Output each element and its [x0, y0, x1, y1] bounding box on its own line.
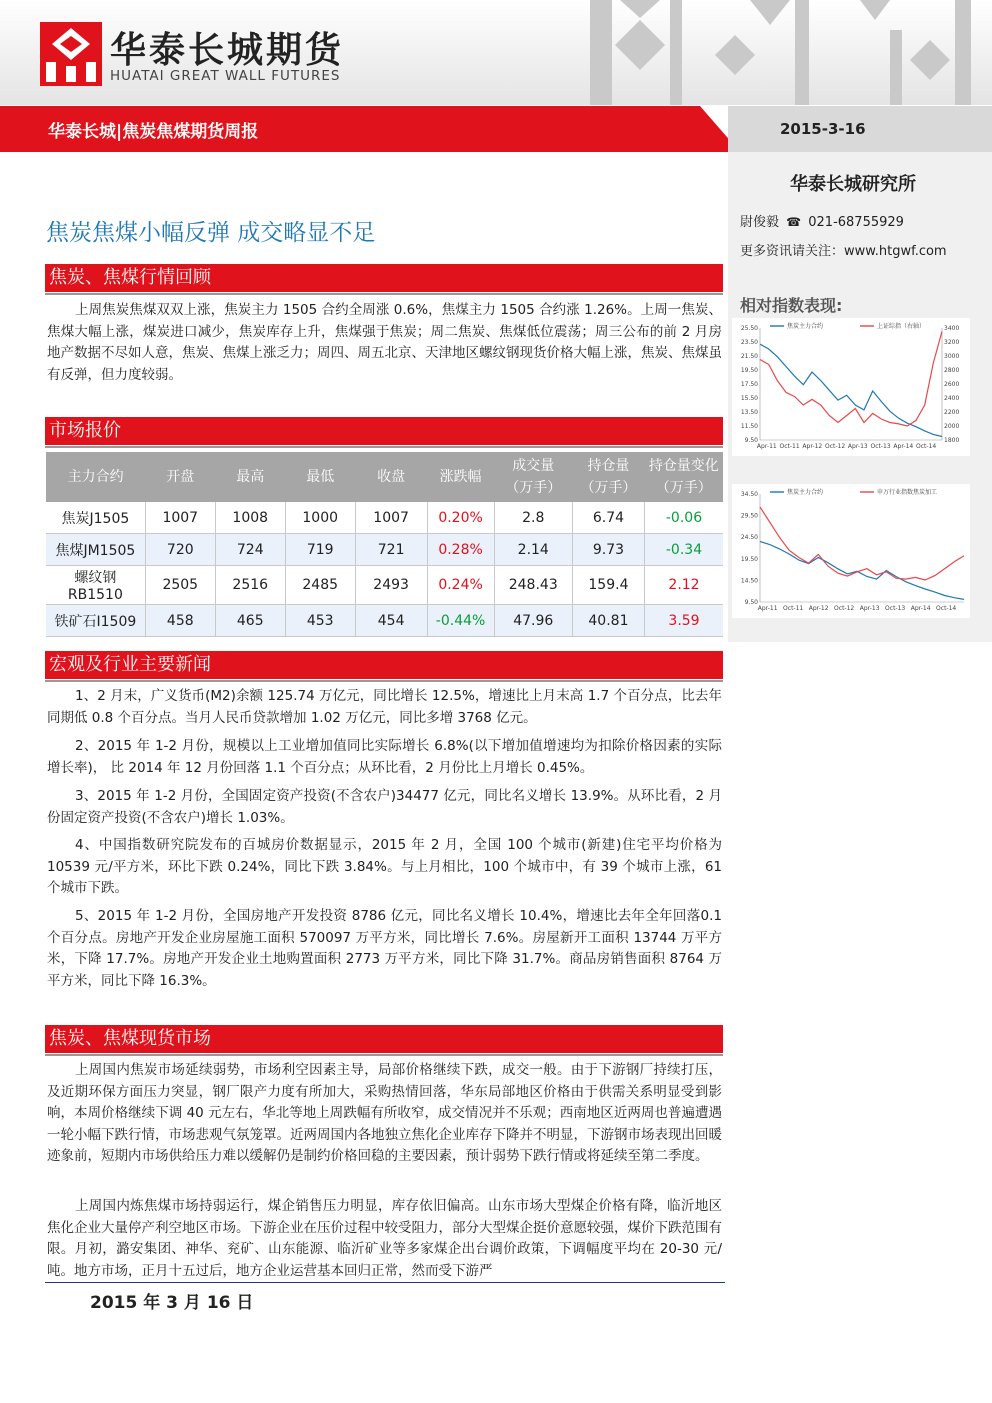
- brand-name-english: HUATAI GREAT WALL FUTURES: [110, 68, 341, 84]
- y-right-tick-label: 2000: [944, 423, 960, 430]
- footer-divider: [45, 1282, 725, 1283]
- col-header: 最高: [215, 452, 285, 502]
- open-price: 2505: [145, 566, 215, 605]
- quotes-table-wrapper: [46, 452, 723, 637]
- volume: 2.14: [494, 534, 572, 566]
- y-right-tick-label: 3400: [944, 325, 960, 332]
- y-right-tick-label: 3000: [944, 353, 960, 360]
- x-tick-label: Apr-11: [757, 605, 778, 612]
- x-tick-label: Oct-12: [834, 605, 855, 612]
- col-header: [494, 452, 572, 502]
- y-right-tick-label: 2200: [944, 409, 960, 416]
- section-header-news: [45, 651, 723, 679]
- x-tick-label: Apr-12: [802, 443, 823, 450]
- x-tick-label: Apr-11: [756, 443, 777, 450]
- table-row: [46, 566, 723, 605]
- col-header: [645, 452, 724, 502]
- huatai-logo-icon: [40, 22, 102, 86]
- x-tick-label: Oct-11: [779, 443, 800, 450]
- table-row: [46, 534, 723, 566]
- col-header-unit: （万手）: [580, 480, 637, 496]
- section-header-review: [45, 264, 723, 292]
- y-tick-label: 19.50: [740, 555, 758, 563]
- legend-label: 焦炭主力合约: [787, 323, 824, 330]
- col-header: 主力合约: [46, 452, 145, 502]
- y-tick-label: 15.50: [740, 395, 758, 402]
- y-tick-label: 29.50: [740, 512, 758, 520]
- contract-name: 焦炭J1505: [46, 502, 145, 534]
- open-interest: 40.81: [572, 605, 644, 637]
- open-interest: 6.74: [572, 502, 644, 534]
- col-header: 开盘: [145, 452, 215, 502]
- close-price: 454: [355, 605, 427, 637]
- review-paragraph: 上周焦炭焦煤双双上涨，焦炭主力 1505 合约全周涨 0.6%，焦煤主力 1505 合约涨 1.26%。上周一焦炭、焦煤大幅上涨，煤炭进口减少，焦炭库存上升，焦煤强于焦炭；周二焦炭、焦煤低位震荡；周三公布的前 2 月房地产数据不尽如人意，焦炭、焦煤上涨乏力；周四、周五北京、天津地区螺纹钢现货价格大幅上涨，焦炭、焦煤虽有反弹，但力度较弱。: [47, 302, 722, 383]
- section-title: 焦炭、焦煤行情回顾: [49, 267, 211, 288]
- close-price: 2493: [355, 566, 427, 605]
- oi-change: 3.59: [645, 605, 724, 637]
- close-price: 1007: [355, 502, 427, 534]
- series-line: [760, 344, 942, 436]
- x-tick-label: Oct-14: [936, 605, 957, 612]
- y-right-tick-label: 2800: [944, 367, 960, 374]
- table-row: [46, 502, 723, 534]
- section-title: 市场报价: [49, 420, 121, 441]
- col-header-line: 持仓量变化: [648, 458, 719, 474]
- table-header-row: [46, 452, 723, 502]
- institute-name: 华泰长城研究所: [790, 174, 916, 195]
- close-price: 721: [355, 534, 427, 566]
- y-tick-label: 9.50: [744, 599, 758, 606]
- x-tick-label: Apr-14: [893, 443, 914, 450]
- y-tick-label: 17.50: [740, 381, 758, 388]
- volume: 248.43: [494, 566, 572, 605]
- oi-change: 2.12: [645, 566, 724, 605]
- analyst-name: 尉俊毅: [740, 215, 780, 230]
- col-header: [572, 452, 644, 502]
- footer-date: 2015 年 3 月 16 日: [90, 1293, 254, 1313]
- analyst-phone: 021-68755929: [808, 215, 904, 230]
- section-title: 焦炭、焦煤现货市场: [49, 1028, 211, 1049]
- y-tick-label: 21.50: [740, 353, 758, 360]
- open-interest: 159.4: [572, 566, 644, 605]
- series-line: [760, 507, 964, 580]
- analyst-contact: [740, 211, 904, 230]
- high-price: 724: [215, 534, 285, 566]
- volume: 47.96: [494, 605, 572, 637]
- x-tick-label: Oct-13: [870, 443, 891, 450]
- col-header-line: 持仓量: [587, 458, 630, 474]
- legend-label: 申万行业指数焦炭加工: [877, 489, 938, 496]
- section-header-quotes: [45, 417, 723, 445]
- y-tick-label: 24.50: [740, 534, 758, 542]
- open-interest: 9.73: [572, 534, 644, 566]
- more-info-line: [740, 240, 947, 259]
- spot-paragraph-2: 上周国内炼焦煤市场持弱运行，煤企销售压力明显，库存依旧偏高。山东市场大型煤企价格有降，临沂地区焦化企业大量停产利空地区市场。下游企业在压价过程中较受阻力，部分大型煤企挺价意愿较强，煤价下跌范围有限。月初，潞安集团、神华、兖矿、山东能源、临沂矿业等多家煤企出台调价政策，下调幅度平均在 20-30 元/吨。地方市场，正月十五过后，地方企业运营基本回归正常，然而受下游严: [47, 1198, 722, 1279]
- x-tick-label: Oct-14: [915, 443, 937, 450]
- y-tick-label: 11.50: [740, 423, 758, 430]
- contract-name: 焦煤JM1505: [46, 534, 145, 566]
- section-header-spot: [45, 1025, 723, 1053]
- change-pct: 0.28%: [427, 534, 494, 566]
- table-row: [46, 605, 723, 637]
- high-price: 465: [215, 605, 285, 637]
- x-tick-label: Oct-11: [783, 605, 804, 612]
- x-tick-label: Apr-14: [910, 605, 931, 612]
- low-price: 1000: [285, 502, 355, 534]
- news-item-2: 2、2015 年 1-2 月份，规模以上工业增加值同比实际增长 6.8%(以下增加值增速均为扣除价格因素的实际增长率)， 比 2014 年 12 月份回落 1.1 个百分点；从环比看，2 月份比上月增长 0.45%。: [47, 738, 722, 776]
- contract-name: 螺纹钢RB1510: [46, 566, 145, 605]
- col-header-unit: （万手）: [505, 480, 562, 496]
- main-headline: 焦炭焦煤小幅反弹 成交略显不足: [46, 220, 376, 246]
- legend-label: 上证综指（右轴）: [877, 323, 926, 330]
- news-item-1: 1、2 月末，广义货币(M2)余额 125.74 万亿元，同比增长 12.5%，增速比上月末高 1.7 个百分点，比去年同期低 0.8 个百分点。当月人民币贷款增加 1.02 万亿元，同比多增 3768 亿元。: [47, 688, 722, 726]
- report-series-title: 华泰长城|焦炭焦煤期货周报: [48, 122, 259, 142]
- series-line: [760, 332, 942, 427]
- x-tick-label: Oct-13: [885, 605, 906, 612]
- oi-change: -0.34: [645, 534, 724, 566]
- low-price: 719: [285, 534, 355, 566]
- coke-vs-coking-index-chart: [732, 484, 970, 618]
- change-pct: 0.20%: [427, 502, 494, 534]
- legend-label: 焦炭主力合约: [787, 489, 824, 496]
- y-tick-label: 9.50: [744, 437, 758, 444]
- x-tick-label: Oct-12: [824, 443, 846, 450]
- y-tick-label: 19.50: [740, 367, 758, 374]
- contract-name: 铁矿石I1509: [46, 605, 145, 637]
- y-tick-label: 23.50: [740, 339, 758, 346]
- col-header-line: 成交量: [512, 458, 555, 474]
- quotes-table: [46, 452, 723, 637]
- change-pct: 0.24%: [427, 566, 494, 605]
- col-header: 收盘: [355, 452, 427, 502]
- y-right-tick-label: 3200: [944, 339, 960, 346]
- low-price: 453: [285, 605, 355, 637]
- relative-index-title: 相对指数表现:: [740, 296, 843, 315]
- col-header-unit: （万手）: [655, 480, 712, 496]
- volume: 2.8: [494, 502, 572, 534]
- col-header: 涨跌幅: [427, 452, 494, 502]
- spot-paragraph-1: 上周国内焦炭市场延续弱势，市场利空因素主导，局部价格继续下跌，成交一般。由于下游钢厂持续打压，及近期环保方面压力突显，钢厂限产力度有所加大，采购热情回落，华东局部地区价格由于供需关系明显受到影响，本周价格继续下调 40 元左右，华北等地上周跌幅有所收窄，成交情况并不乐观；西南地区近两周也普遍遭遇一轮小幅下跌行情，市场悲观气氛笼罩。近两周国内各地独立焦化企业库存下降并不明显，下游钢市场表现出回暖迹象前，短期内市场供给压力难以缓解仍是制约价格回稳的主要因素，预计弱势下跌行情或将延续至第二季度。: [47, 1062, 722, 1164]
- y-right-tick-label: 1800: [944, 437, 960, 444]
- y-tick-label: 34.50: [740, 491, 758, 498]
- report-date: 2015-3-16: [780, 120, 866, 138]
- report-header: [0, 0, 992, 105]
- y-tick-label: 25.50: [740, 325, 758, 332]
- brand-name-chinese: 华泰长城期货: [110, 30, 345, 71]
- x-tick-label: Apr-12: [808, 605, 829, 612]
- news-item-4: 4、中国指数研究院发布的百城房价数据显示，2015 年 2 月，全国 100 个城市(新建)住宅平均价格为 10539 元/平方米，环比下跌 0.24%，同比下跌 3.84%。与上月相比，100 个城市中，有 39 个城市上涨，61 个城市下跌。: [47, 837, 722, 896]
- website-link[interactable]: www.htgwf.com: [844, 244, 947, 259]
- open-price: 720: [145, 534, 215, 566]
- open-price: 458: [145, 605, 215, 637]
- coke-vs-shanghai-index-chart: [732, 318, 970, 456]
- y-right-tick-label: 2400: [944, 395, 960, 402]
- high-price: 1008: [215, 502, 285, 534]
- phone-icon: ☎: [786, 215, 802, 229]
- low-price: 2485: [285, 566, 355, 605]
- y-tick-label: 14.50: [740, 577, 758, 585]
- col-header: 最低: [285, 452, 355, 502]
- section-title: 宏观及行业主要新闻: [49, 654, 211, 675]
- y-right-tick-label: 2600: [944, 381, 960, 388]
- news-item-5: 5、2015 年 1-2 月份，全国房地产开发投资 8786 亿元，同比名义增长 10.4%，增速比去年全年回落0.1 个百分点。房地产开发企业房屋施工面积 570097 万平方米，同比增长 7.6%。房屋新开工面积 13744 万平方米，下降 17.7%。房地产开发企业土地购置面积 2773 万平方米，同比下降 31.7%。商品房销售面积 8764 万平方米，同比下降 16.3%。: [47, 908, 722, 989]
- y-tick-label: 13.50: [740, 409, 758, 416]
- x-tick-label: Apr-13: [847, 443, 868, 450]
- header-decoration-graphic: [560, 0, 992, 105]
- oi-change: -0.06: [645, 502, 724, 534]
- news-item-3: 3、2015 年 1-2 月份，全国固定资产投资(不含农户)34477 亿元，同比名义增长 13.9%。从环比看，2 月份固定资产投资(不含农户)增长 1.03%。: [47, 788, 722, 826]
- more-info-label: 更多资讯请关注：: [740, 244, 845, 259]
- open-price: 1007: [145, 502, 215, 534]
- x-tick-label: Apr-13: [859, 605, 880, 612]
- high-price: 2516: [215, 566, 285, 605]
- change-pct: -0.44%: [427, 605, 494, 637]
